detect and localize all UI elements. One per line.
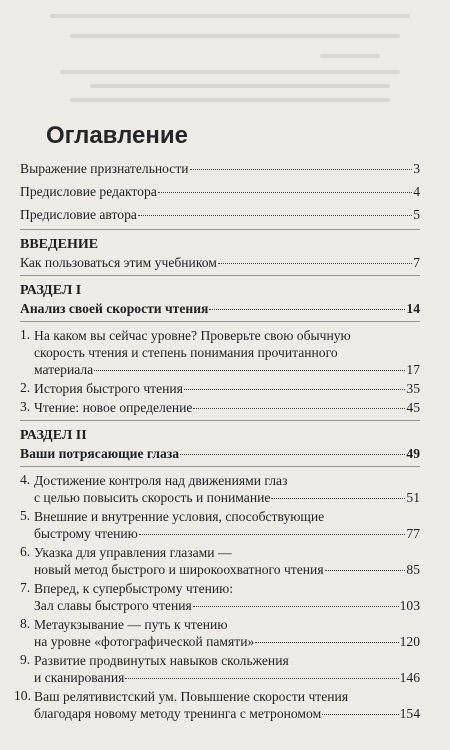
entry-title: Выражение признательности — [20, 161, 189, 176]
page-number: 4 — [413, 184, 420, 199]
leader-dots — [255, 642, 398, 643]
divider — [20, 275, 420, 276]
chapter-number: 8. — [20, 616, 31, 631]
chapter-entry — [20, 508, 420, 542]
page-number: 146 — [399, 670, 420, 685]
section-label: РАЗДЕЛ II — [20, 428, 87, 443]
chapter-number: 1. — [20, 327, 31, 342]
entry-title: Ваши потрясающие глаза — [20, 446, 180, 461]
leader-dots — [184, 389, 405, 390]
page-number: 103 — [399, 598, 420, 613]
bleed-through-text — [30, 0, 440, 112]
chapter-entry — [20, 380, 420, 397]
chapter-line: Достижение контроля над движениями глаз — [34, 473, 288, 488]
divider — [20, 321, 420, 322]
divider — [20, 466, 420, 467]
entry-title: Чтение: новое определение — [34, 400, 193, 415]
entry-title: благодаря новому методу тренинга с метрономом — [34, 706, 322, 721]
chapter-number: 10. — [14, 688, 31, 703]
chapter-line: Метаукзывание — путь к чтению — [34, 617, 228, 632]
chapter-number: 6. — [20, 544, 31, 559]
entry-title: на уровне «фотографической памяти» — [34, 634, 255, 649]
chapter-line: На каком вы сейчас уровне? Проверьте свою обычную — [34, 328, 351, 343]
chapter-body — [34, 688, 420, 722]
chapter-entry — [20, 327, 420, 378]
page-number: 77 — [406, 526, 420, 541]
leader-dots — [193, 408, 405, 409]
leader-dots — [218, 263, 412, 264]
section-title-entry — [20, 300, 420, 317]
divider — [20, 229, 420, 230]
entry-title: Как пользоваться этим учебником — [20, 255, 217, 270]
leader-dots — [158, 192, 412, 193]
leader-dots — [94, 370, 405, 371]
chapter-number: 4. — [20, 472, 31, 487]
chapter-body — [34, 616, 420, 650]
chapter-number: 9. — [20, 652, 31, 667]
entry-title: Предисловие автора — [20, 207, 137, 222]
chapter-last-line — [34, 525, 420, 542]
entry-title: с целью повысить скорость и понимание — [34, 490, 271, 505]
chapter-line: Указка для управления глазами — — [34, 545, 232, 560]
entry-title: Анализ своей скорости чтения — [20, 301, 209, 316]
chapter-last-line — [34, 380, 420, 397]
chapter-entry — [20, 580, 420, 614]
chapter-entry — [20, 544, 420, 578]
leader-dots — [190, 169, 413, 170]
section-label: РАЗДЕЛ I — [20, 283, 82, 298]
chapter-line: Внешние и внутренние условия, способствующие — [34, 509, 325, 524]
chapter-last-line — [34, 561, 420, 578]
chapter-entry — [20, 472, 420, 506]
leader-dots — [180, 454, 405, 455]
chapter-line: Развитие продвинутых навыков скольжения — [34, 653, 289, 668]
page-number: 51 — [406, 490, 420, 505]
entry-title: новый метод быстрого и широкоохватного чтения — [34, 562, 324, 577]
leader-dots — [193, 606, 399, 607]
leader-dots — [138, 215, 412, 216]
table-of-contents — [14, 160, 420, 724]
chapter-line: Ваш релятивистский ум. Повышение скорости чтения — [34, 689, 349, 704]
page-number: 49 — [406, 446, 420, 461]
toc-entry — [20, 183, 420, 200]
entry-title: быстрому чтению — [34, 526, 138, 541]
chapter-entry — [20, 652, 420, 686]
chapter-last-line — [34, 705, 420, 722]
entry-title: Предисловие редактора — [20, 184, 157, 199]
leader-dots — [325, 570, 406, 571]
chapter-number: 2. — [20, 380, 31, 395]
leader-dots — [125, 678, 398, 679]
chapter-entry — [20, 616, 420, 650]
chapter-last-line — [34, 489, 420, 506]
toc-entry — [20, 160, 420, 177]
entry-title: История быстрого чтения — [34, 381, 183, 396]
chapter-last-line — [34, 669, 420, 686]
chapter-last-line — [34, 597, 420, 614]
chapter-entry — [14, 688, 420, 722]
intro-heading: ВВЕДЕНИЕ — [20, 237, 99, 252]
chapter-last-line — [34, 633, 420, 650]
leader-dots — [271, 498, 405, 499]
chapter-body — [34, 399, 420, 416]
chapter-last-line — [34, 361, 420, 378]
chapter-entry — [20, 399, 420, 416]
divider — [20, 420, 420, 421]
page-number: 17 — [406, 362, 420, 377]
page-number: 120 — [399, 634, 420, 649]
entry-title: материала — [34, 362, 94, 377]
page-number: 5 — [413, 207, 420, 222]
leader-dots — [322, 714, 398, 715]
chapter-body — [34, 580, 420, 614]
toc-entry — [20, 206, 420, 223]
page-number: 85 — [406, 562, 420, 577]
chapter-body — [34, 508, 420, 542]
chapter-number: 7. — [20, 580, 31, 595]
entry-title: и сканирования — [34, 670, 125, 685]
entry-title: Зал славы быстрого чтения — [34, 598, 192, 613]
section-title-entry — [20, 445, 420, 462]
page-number: 35 — [406, 381, 420, 396]
chapter-last-line — [34, 399, 420, 416]
leader-dots — [139, 534, 406, 535]
chapter-line: Вперед, к супербыстрому чтению: — [34, 581, 234, 596]
page-title: Оглавление — [46, 122, 188, 149]
page-number: 154 — [399, 706, 420, 721]
chapter-number: 5. — [20, 508, 31, 523]
chapter-body — [34, 544, 420, 578]
chapter-number: 3. — [20, 399, 31, 414]
page-number: 45 — [406, 400, 420, 415]
toc-entry — [20, 254, 420, 271]
chapter-body — [34, 380, 420, 397]
page-number: 3 — [413, 161, 420, 176]
leader-dots — [209, 309, 405, 310]
chapter-body — [34, 327, 420, 378]
chapter-line: скорость чтения и степень понимания прочитанного — [34, 345, 338, 360]
chapter-body — [34, 472, 420, 506]
chapter-body — [34, 652, 420, 686]
page-number: 14 — [406, 301, 420, 316]
page-number: 7 — [413, 255, 420, 270]
